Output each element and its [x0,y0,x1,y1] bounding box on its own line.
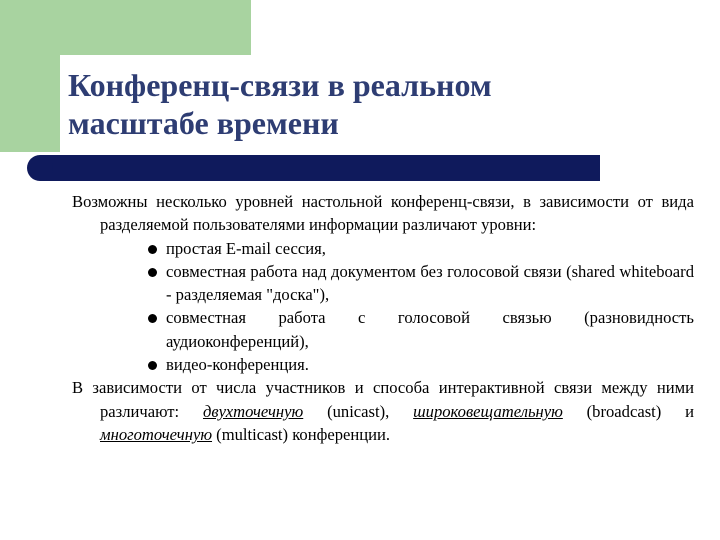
title-line-1: Конференц-связи в реальном [68,67,492,103]
outro-text-3: (broadcast) и [562,401,695,421]
list-item [166,306,694,353]
slide-title [68,66,492,142]
outro-text-4: (multicast) конференции. [212,424,391,444]
outro-paragraph [72,376,694,446]
bullet-dot-icon [148,245,157,254]
list-item [166,353,694,376]
bullet-dot-icon [148,268,157,277]
outro-text-2: (unicast), [303,401,414,421]
list-item [166,237,694,260]
bullet-dot-icon [148,361,157,370]
list-item-text: простая E-mail сессия, [166,238,326,258]
slide-body [72,190,694,446]
title-line-2: масштабе времени [68,105,339,141]
term-multicast: многоточечную [100,424,213,444]
divider-dot [27,155,53,181]
list-item-text: совместная работа над документом без голосовой связи (shared whiteboard - разделяемая "доска"), [166,261,694,305]
divider-bar [40,155,600,181]
bullet-dot-icon [148,314,157,323]
list-item [166,260,694,307]
title-divider [27,155,600,181]
list-item-text: совместная работа с голосовой связью (разновидность аудиоконференций), [166,308,694,351]
outro-text-1: В зависимости от числа участников и способа интерактивной связи между ними различают: [72,378,694,421]
term-broadcast: широковещательную [413,401,563,421]
term-unicast: двухточечную [202,401,304,421]
list-item-text: видео-конференция. [166,355,309,375]
intro-paragraph: Возможны несколько уровней настольной конференц-связи, в зависимости от вида разделяемой пользователями информации различают уровни: [72,192,694,235]
levels-list [72,237,694,377]
